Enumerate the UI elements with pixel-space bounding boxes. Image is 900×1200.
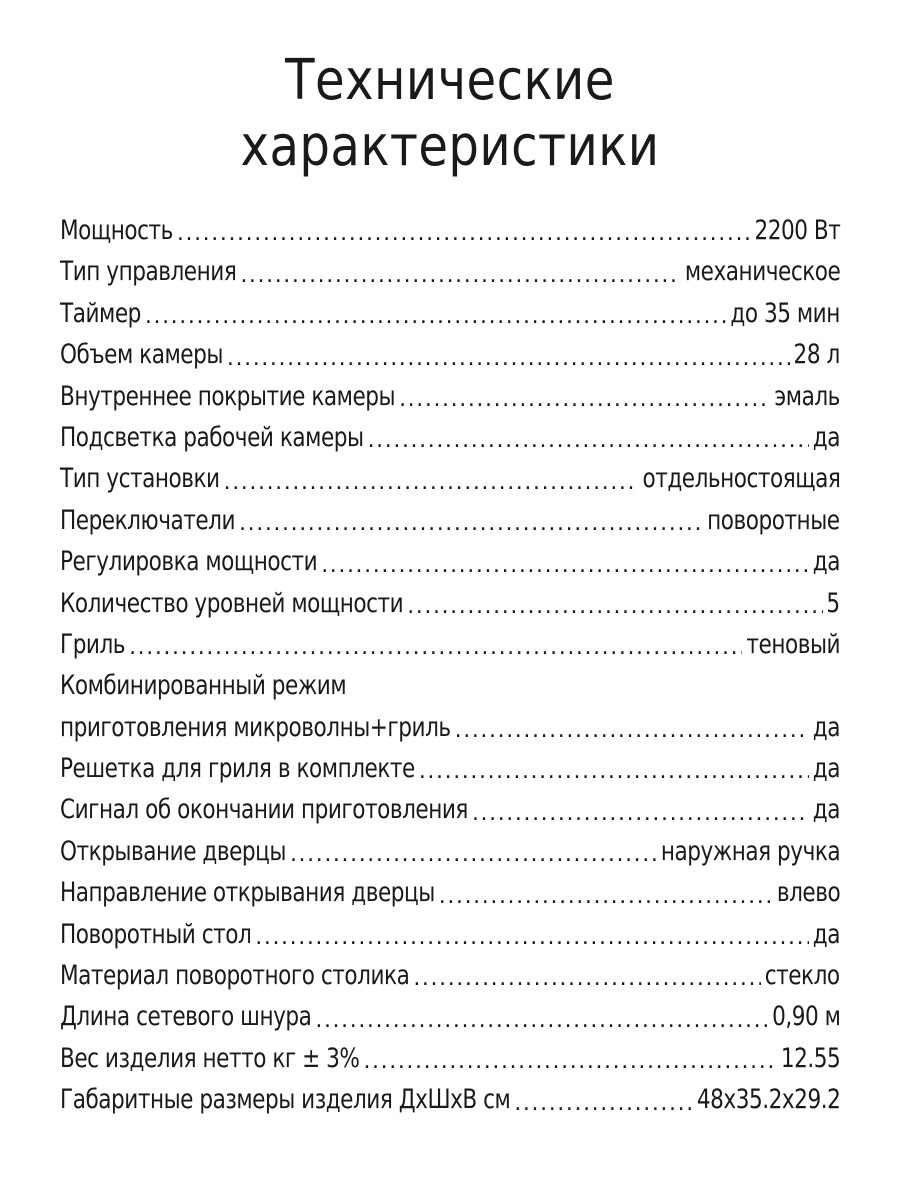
spec-value: наружная ручка — [660, 835, 840, 867]
dot-leader — [455, 707, 809, 748]
dot-leader — [315, 996, 767, 1037]
spec-label: Комбинированный режим — [60, 670, 347, 702]
spec-label: Открывание дверцы — [60, 835, 286, 867]
spec-list — [60, 210, 840, 1121]
spec-value: 5 — [826, 587, 840, 619]
spec-row — [60, 914, 840, 955]
spec-label: Регулировка мощности — [60, 546, 318, 578]
spec-label: Внутреннее покрытие камеры — [60, 380, 396, 412]
spec-label: Подсветка рабочей камеры — [60, 421, 364, 453]
spec-value: да — [812, 918, 840, 950]
spec-row — [60, 872, 840, 913]
spec-row — [60, 789, 840, 830]
spec-row — [60, 376, 840, 417]
page-title-line-1: Технические — [285, 48, 615, 113]
spec-label: Гриль — [60, 628, 126, 660]
dot-leader — [472, 789, 809, 830]
spec-row — [60, 541, 840, 582]
spec-value: до 35 мин — [730, 297, 840, 329]
spec-value: да — [812, 546, 840, 578]
dot-leader — [413, 955, 761, 996]
dot-leader — [240, 251, 680, 292]
dot-leader — [290, 831, 657, 872]
spec-label: Габаритные размеры изделия ДхШхВ см — [60, 1084, 511, 1116]
dot-leader — [239, 500, 703, 541]
spec-row — [60, 624, 840, 665]
dot-leader — [439, 872, 773, 913]
spec-row — [60, 1079, 840, 1120]
dot-leader — [321, 541, 809, 582]
spec-value: 0,90 м — [771, 1001, 840, 1033]
spec-value: да — [812, 794, 840, 826]
spec-row — [60, 583, 840, 624]
spec-row — [60, 458, 840, 499]
spec-label: Сигнал об окончании приготовления — [60, 794, 468, 826]
dot-leader — [255, 914, 809, 955]
spec-value: да — [812, 421, 840, 453]
spec-value: 48x35.2x29.2 — [696, 1084, 840, 1116]
spec-label: Объем камеры — [60, 339, 223, 371]
spec-label: приготовления микроволны+гриль — [60, 711, 451, 743]
spec-label: Решетка для гриля в комплекте — [60, 753, 415, 785]
spec-row — [60, 417, 840, 458]
spec-row — [60, 1038, 840, 1079]
dot-leader — [363, 1038, 776, 1079]
spec-row — [60, 707, 840, 748]
spec-row — [60, 955, 840, 996]
spec-label: Вес изделия нетто кг ± 3% — [60, 1042, 360, 1074]
spec-row — [60, 293, 840, 334]
spec-row — [60, 210, 840, 251]
spec-value: механическое — [684, 256, 840, 288]
dot-leader — [177, 210, 750, 251]
dot-leader — [419, 748, 809, 789]
spec-value: эмаль — [774, 380, 840, 412]
spec-row — [60, 251, 840, 292]
spec-value: 2200 Вт — [754, 214, 840, 246]
spec-row — [60, 748, 840, 789]
dot-leader — [129, 624, 742, 665]
spec-value: поворотные — [707, 504, 840, 536]
spec-label: Количество уровней мощности — [60, 587, 404, 619]
dot-leader — [407, 583, 823, 624]
spec-label: Мощность — [60, 214, 173, 246]
spec-label: Тип управления — [60, 256, 237, 288]
spec-label: Тип установки — [60, 463, 220, 495]
page-title — [63, 48, 837, 180]
page-title-line-2: характеристики — [240, 114, 660, 179]
spec-label: Таймер — [60, 297, 141, 329]
dot-leader — [145, 293, 727, 334]
spec-label: Длина сетевого шнура — [60, 1001, 312, 1033]
spec-row — [60, 500, 840, 541]
spec-value: да — [812, 711, 840, 743]
dot-leader — [224, 458, 638, 499]
spec-value: 12.55 — [780, 1042, 840, 1074]
spec-value: отдельностоящая — [642, 463, 840, 495]
spec-value: стекло — [765, 960, 840, 992]
dot-leader — [227, 334, 790, 375]
dot-leader — [514, 1079, 692, 1120]
spec-row — [60, 831, 840, 872]
spec-value: теновый — [746, 628, 840, 660]
dot-leader — [399, 376, 770, 417]
spec-value: влево — [776, 877, 840, 909]
spec-value: да — [812, 753, 840, 785]
spec-value: 28 л — [793, 339, 840, 371]
spec-row — [60, 334, 840, 375]
spec-label: Переключатели — [60, 504, 236, 536]
spec-row — [60, 665, 840, 706]
dot-leader — [368, 417, 809, 458]
spec-label: Материал поворотного столика — [60, 960, 410, 992]
spec-label: Поворотный стол — [60, 918, 252, 950]
spec-row — [60, 996, 840, 1037]
spec-label: Направление открывания дверцы — [60, 877, 435, 909]
